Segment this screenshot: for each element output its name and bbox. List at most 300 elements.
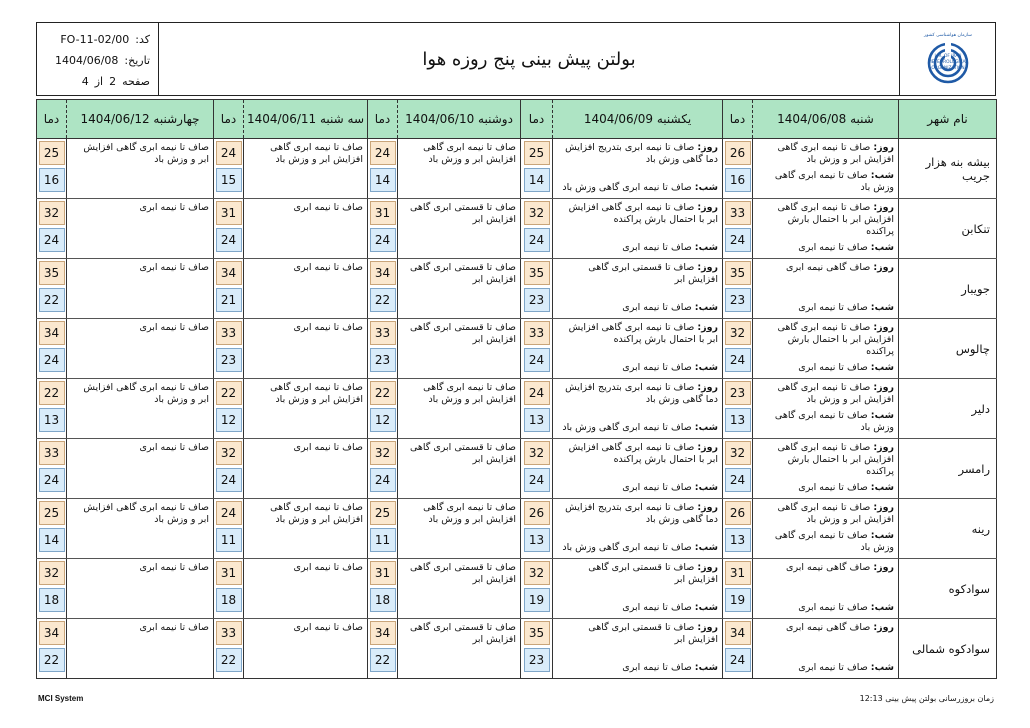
temperature-cell (723, 139, 753, 199)
forecast-description (244, 499, 368, 559)
forecast-description (244, 319, 368, 379)
page-current: 2 (109, 75, 117, 88)
forecast-text: صاف تا نیمه ابری (139, 262, 209, 273)
forecast-description (553, 259, 723, 319)
forecast-description (753, 499, 899, 559)
temperature-cell (214, 619, 244, 679)
day-forecast (757, 142, 894, 166)
night-forecast (557, 602, 718, 614)
logo-text-fa: سازمان هواشناسی کشور (923, 33, 972, 38)
min-temperature: 24 (39, 468, 65, 492)
logo-text-en3: ORGANIZATION (930, 66, 965, 71)
max-temperature: 32 (39, 561, 65, 585)
forecast-description (398, 199, 521, 259)
forecast-description (753, 259, 899, 319)
min-temperature: 14 (39, 528, 65, 552)
night-label: شب: (694, 302, 718, 313)
min-temperature: 24 (725, 648, 751, 672)
max-temperature: 24 (524, 381, 550, 405)
forecast-description (753, 559, 899, 619)
meteorological-organization-logo-icon (903, 27, 993, 91)
forecast-text: صاف تا نیمه ابری (139, 622, 209, 633)
day-label: روز: (697, 442, 718, 453)
max-temperature: 33 (524, 321, 550, 345)
min-temperature: 24 (524, 348, 550, 372)
forecast-description (67, 199, 214, 259)
forecast-text: صاف تا نیمه ابری (293, 442, 363, 453)
day-column-header: یکشنبه 1404/06/09 (553, 100, 723, 139)
max-temperature: 25 (370, 501, 396, 525)
forecast-text: صاف تا نیمه ابری گاهی افزایش ابر و وزش باد (270, 382, 363, 405)
night-forecast (757, 482, 894, 494)
day-forecast (557, 382, 718, 406)
table-row (37, 559, 997, 619)
min-temperature: 22 (39, 648, 65, 672)
forecast-description (244, 379, 368, 439)
night-forecast-text: صاف تا نیمه ابری (622, 302, 692, 313)
min-temperature: 24 (725, 468, 751, 492)
organization-logo (899, 23, 995, 95)
min-temperature: 24 (39, 228, 65, 252)
temp-column-header: دما (521, 100, 553, 139)
temperature-cell (214, 559, 244, 619)
temperature-cell (214, 199, 244, 259)
night-forecast (757, 410, 894, 434)
max-temperature: 34 (216, 261, 242, 285)
day-forecast-text: صاف تا نیمه ابری گاهی افزایش ابر با احتمال بارش پراکنده (777, 322, 894, 357)
temperature-cell (37, 379, 67, 439)
night-forecast-text: صاف تا نیمه ابری (798, 602, 868, 613)
day-column-header: شنبه 1404/06/08 (753, 100, 899, 139)
day-forecast (557, 322, 718, 346)
night-label: شب: (694, 182, 718, 193)
temperature-cell (37, 439, 67, 499)
temperature-cell (368, 499, 398, 559)
day-forecast (557, 562, 718, 586)
day-label: روز: (697, 562, 718, 573)
forecast-description (398, 439, 521, 499)
day-forecast (757, 622, 894, 634)
day-forecast (557, 202, 718, 226)
min-temperature: 22 (370, 288, 396, 312)
forecast-text: صاف تا قسمتی ابری گاهی افزایش ابر (409, 202, 516, 225)
temperature-cell (723, 619, 753, 679)
min-temperature: 24 (725, 348, 751, 372)
day-label: روز: (873, 142, 894, 153)
night-forecast-text: صاف تا نیمه ابری گاهی وزش باد (774, 530, 894, 553)
code-value: FO-11-02/00 (60, 33, 130, 46)
max-temperature: 35 (725, 261, 751, 285)
min-temperature: 24 (370, 228, 396, 252)
table-row (37, 259, 997, 319)
city-name: تنکابن (899, 199, 997, 259)
min-temperature: 24 (370, 468, 396, 492)
forecast-description (398, 559, 521, 619)
forecast-description (67, 139, 214, 199)
min-temperature: 23 (370, 348, 396, 372)
max-temperature: 34 (39, 621, 65, 645)
temperature-cell (368, 559, 398, 619)
day-column-header: چهارشنبه 1404/06/12 (67, 100, 214, 139)
day-label: روز: (697, 502, 718, 513)
temperature-cell (214, 259, 244, 319)
max-temperature: 32 (370, 441, 396, 465)
temperature-cell (521, 379, 553, 439)
temperature-cell (214, 319, 244, 379)
temperature-cell (521, 499, 553, 559)
forecast-description (398, 319, 521, 379)
temp-column-header: دما (214, 100, 244, 139)
night-label: شب: (870, 302, 894, 313)
forecast-description (753, 439, 899, 499)
night-label: شب: (870, 602, 894, 613)
min-temperature: 13 (524, 528, 550, 552)
temperature-cell (521, 319, 553, 379)
day-forecast (757, 322, 894, 358)
day-forecast-text: صاف گاهی نیمه ابری (786, 562, 871, 573)
night-label: شب: (694, 602, 718, 613)
temperature-cell (37, 499, 67, 559)
forecast-description (753, 379, 899, 439)
day-label: روز: (697, 142, 718, 153)
min-temperature: 18 (39, 588, 65, 612)
forecast-description (753, 619, 899, 679)
day-forecast (557, 442, 718, 466)
temperature-cell (521, 439, 553, 499)
night-forecast (557, 482, 718, 494)
forecast-text: صاف تا نیمه ابری گاهی افزایش ابر و وزش باد (83, 142, 209, 165)
night-forecast-text: صاف تا نیمه ابری (622, 362, 692, 373)
temperature-cell (368, 259, 398, 319)
max-temperature: 34 (725, 621, 751, 645)
night-forecast (557, 182, 718, 194)
min-temperature: 24 (524, 228, 550, 252)
city-name: جویبار (899, 259, 997, 319)
max-temperature: 35 (39, 261, 65, 285)
day-forecast (757, 562, 894, 574)
day-forecast-text: صاف تا نیمه ابری بتدریج افزایش دما گاهی وزش باد (565, 382, 718, 405)
max-temperature: 24 (370, 141, 396, 165)
forecast-text: صاف تا نیمه ابری (293, 262, 363, 273)
day-forecast-text: صاف تا نیمه ابری گاهی افزایش ابر با احتمال بارش پراکنده (568, 322, 718, 345)
temperature-cell (368, 619, 398, 679)
forecast-description (553, 619, 723, 679)
night-forecast-text: صاف تا نیمه ابری (798, 482, 868, 493)
min-temperature: 24 (39, 348, 65, 372)
night-label: شب: (694, 662, 718, 673)
day-forecast-text: صاف تا قسمتی ابری گاهی افزایش ابر (588, 622, 718, 645)
forecast-description (67, 439, 214, 499)
temperature-cell (723, 259, 753, 319)
night-forecast (757, 302, 894, 314)
forecast-text: صاف تا نیمه ابری (139, 202, 209, 213)
forecast-description (244, 619, 368, 679)
forecast-description (244, 139, 368, 199)
max-temperature: 22 (39, 381, 65, 405)
max-temperature: 22 (370, 381, 396, 405)
max-temperature: 31 (216, 561, 242, 585)
day-forecast (757, 442, 894, 478)
forecast-text: صاف تا نیمه ابری (139, 442, 209, 453)
max-temperature: 22 (216, 381, 242, 405)
max-temperature: 32 (524, 561, 550, 585)
night-label: شب: (694, 542, 718, 553)
night-forecast-text: صاف تا نیمه ابری (622, 602, 692, 613)
max-temperature: 31 (370, 561, 396, 585)
min-temperature: 18 (370, 588, 396, 612)
day-forecast-text: صاف گاهی نیمه ابری (786, 262, 871, 273)
city-column-header: نام شهر (899, 100, 997, 139)
max-temperature: 32 (39, 201, 65, 225)
day-label: روز: (697, 202, 718, 213)
temp-column-header: دما (37, 100, 67, 139)
night-forecast (757, 242, 894, 254)
temperature-cell (723, 499, 753, 559)
day-label: روز: (873, 202, 894, 213)
date-label: تاریخ: (124, 54, 150, 67)
forecast-description (244, 559, 368, 619)
day-forecast (757, 202, 894, 238)
temperature-cell (723, 319, 753, 379)
day-forecast-text: صاف تا نیمه ابری گاهی افزایش ابر و وزش باد (777, 502, 894, 525)
temperature-cell (368, 199, 398, 259)
min-temperature: 21 (216, 288, 242, 312)
min-temperature: 22 (39, 288, 65, 312)
day-forecast-text: صاف تا نیمه ابری گاهی افزایش ابر و وزش باد (777, 142, 894, 165)
forecast-description (553, 139, 723, 199)
max-temperature: 26 (725, 501, 751, 525)
forecast-text: صاف تا نیمه ابری گاهی افزایش ابر و وزش باد (83, 382, 209, 405)
night-label: شب: (694, 422, 718, 433)
night-label: شب: (870, 242, 894, 253)
day-forecast-text: صاف تا نیمه ابری گاهی افزایش ابر با احتمال بارش پراکنده (777, 202, 894, 237)
temperature-cell (368, 439, 398, 499)
night-forecast (757, 530, 894, 554)
min-temperature: 13 (725, 528, 751, 552)
night-forecast (557, 542, 718, 554)
city-name: سوادکوه (899, 559, 997, 619)
temperature-cell (214, 379, 244, 439)
forecast-description (244, 199, 368, 259)
day-forecast-text: صاف تا نیمه ابری بتدریج افزایش دما گاهی وزش باد (565, 142, 718, 165)
night-forecast-text: صاف تا نیمه ابری (798, 662, 868, 673)
table-row (37, 319, 997, 379)
min-temperature: 16 (39, 168, 65, 192)
night-label: شب: (694, 482, 718, 493)
temperature-cell (37, 619, 67, 679)
night-label: شب: (870, 170, 894, 181)
forecast-description (398, 619, 521, 679)
forecast-description (244, 439, 368, 499)
night-forecast-text: صاف تا نیمه ابری گاهی وزش باد (774, 170, 894, 193)
night-forecast-text: صاف تا نیمه ابری گاهی وزش باد (562, 542, 692, 553)
day-label: روز: (873, 562, 894, 573)
day-label: روز: (697, 622, 718, 633)
min-temperature: 23 (524, 288, 550, 312)
forecast-description (244, 259, 368, 319)
temperature-cell (37, 559, 67, 619)
bulletin-header (36, 22, 996, 96)
city-name: رینه (899, 499, 997, 559)
forecast-text: صاف تا نیمه ابری (293, 562, 363, 573)
city-name: بیشه بنه هزار جریب (899, 139, 997, 199)
forecast-text: صاف تا قسمتی ابری گاهی افزایش ابر (409, 442, 516, 465)
day-forecast-text: صاف تا قسمتی ابری گاهی افزایش ابر (588, 562, 718, 585)
temperature-cell (368, 379, 398, 439)
forecast-text: صاف تا نیمه ابری (293, 322, 363, 333)
max-temperature: 31 (725, 561, 751, 585)
day-forecast-text: صاف تا قسمتی ابری گاهی افزایش ابر (588, 262, 718, 285)
night-label: شب: (870, 530, 894, 541)
max-temperature: 24 (216, 141, 242, 165)
temperature-cell (214, 139, 244, 199)
temperature-cell (214, 439, 244, 499)
min-temperature: 16 (725, 168, 751, 192)
logo-text-en2: METEOROLOGICAL (927, 60, 968, 65)
night-forecast (557, 362, 718, 374)
min-temperature: 24 (216, 468, 242, 492)
night-forecast-text: صاف تا نیمه ابری (622, 662, 692, 673)
forecast-text: صاف تا قسمتی ابری گاهی افزایش ابر (409, 562, 516, 585)
date-value: 1404/06/08 (55, 54, 119, 67)
forecast-table (36, 99, 997, 679)
day-forecast (757, 382, 894, 406)
forecast-description (67, 259, 214, 319)
min-temperature: 23 (524, 648, 550, 672)
max-temperature: 32 (725, 321, 751, 345)
night-forecast-text: صاف تا نیمه ابری گاهی وزش باد (774, 410, 894, 433)
max-temperature: 25 (39, 141, 65, 165)
forecast-description (67, 319, 214, 379)
min-temperature: 24 (524, 468, 550, 492)
night-forecast-text: صاف تا نیمه ابری (798, 302, 868, 313)
night-label: شب: (694, 242, 718, 253)
forecast-description (67, 619, 214, 679)
max-temperature: 35 (524, 621, 550, 645)
max-temperature: 33 (725, 201, 751, 225)
day-forecast-text: صاف گاهی نیمه ابری (786, 622, 871, 633)
night-forecast-text: صاف تا نیمه ابری (622, 242, 692, 253)
forecast-description (753, 199, 899, 259)
temperature-cell (521, 619, 553, 679)
night-label: شب: (870, 482, 894, 493)
temperature-cell (521, 139, 553, 199)
page-of: از (94, 75, 104, 88)
day-forecast-text: صاف تا نیمه ابری گاهی افزایش ابر با احتمال بارش پراکنده (777, 442, 894, 477)
day-forecast (557, 502, 718, 526)
day-forecast-text: صاف تا نیمه ابری گاهی افزایش ابر با احتمال بارش پراکنده (568, 202, 718, 225)
day-forecast (557, 262, 718, 286)
min-temperature: 14 (370, 168, 396, 192)
page-total: 4 (81, 75, 89, 88)
temperature-cell (723, 439, 753, 499)
min-temperature: 14 (524, 168, 550, 192)
max-temperature: 32 (524, 441, 550, 465)
table-header-row (37, 100, 997, 139)
day-label: روز: (873, 262, 894, 273)
night-forecast (557, 242, 718, 254)
night-label: شب: (870, 362, 894, 373)
min-temperature: 23 (725, 288, 751, 312)
forecast-description (553, 319, 723, 379)
day-forecast (757, 262, 894, 274)
night-label: شب: (694, 362, 718, 373)
temperature-cell (521, 199, 553, 259)
update-time-note (860, 694, 994, 703)
night-forecast (557, 302, 718, 314)
night-forecast-text: صاف تا نیمه ابری (798, 242, 868, 253)
forecast-text: صاف تا نیمه ابری گاهی افزایش ابر و وزش باد (83, 502, 209, 525)
city-name: چالوس (899, 319, 997, 379)
forecast-text: صاف تا نیمه ابری (139, 562, 209, 573)
max-temperature: 33 (39, 441, 65, 465)
max-temperature: 32 (725, 441, 751, 465)
max-temperature: 34 (370, 621, 396, 645)
day-forecast (557, 142, 718, 166)
temperature-cell (368, 319, 398, 379)
max-temperature: 26 (524, 501, 550, 525)
min-temperature: 11 (216, 528, 242, 552)
max-temperature: 32 (216, 441, 242, 465)
min-temperature: 22 (216, 648, 242, 672)
temperature-cell (368, 139, 398, 199)
min-temperature: 24 (725, 228, 751, 252)
forecast-text: صاف تا نیمه ابری (293, 622, 363, 633)
system-name: MCI System (38, 694, 84, 703)
night-forecast (757, 362, 894, 374)
temp-column-header: دما (368, 100, 398, 139)
min-temperature: 18 (216, 588, 242, 612)
table-row (37, 139, 997, 199)
forecast-description (67, 499, 214, 559)
max-temperature: 35 (524, 261, 550, 285)
day-column-header: دوشنبه 1404/06/10 (398, 100, 521, 139)
max-temperature: 33 (216, 321, 242, 345)
forecast-text: صاف تا نیمه ابری (139, 322, 209, 333)
temperature-cell (723, 199, 753, 259)
min-temperature: 15 (216, 168, 242, 192)
night-forecast-text: صاف تا نیمه ابری (622, 482, 692, 493)
max-temperature: 26 (725, 141, 751, 165)
day-forecast-text: صاف تا نیمه ابری بتدریج افزایش دما گاهی وزش باد (565, 502, 718, 525)
night-forecast (757, 170, 894, 194)
forecast-text: صاف تا نیمه ابری گاهی افزایش ابر و وزش باد (270, 502, 363, 525)
max-temperature: 33 (216, 621, 242, 645)
max-temperature: 24 (216, 501, 242, 525)
day-label: روز: (873, 502, 894, 513)
forecast-description (753, 319, 899, 379)
city-name: رامسر (899, 439, 997, 499)
night-forecast-text: صاف تا نیمه ابری گاهی وزش باد (562, 182, 692, 193)
min-temperature: 13 (39, 408, 65, 432)
forecast-description (553, 379, 723, 439)
min-temperature: 11 (370, 528, 396, 552)
forecast-description (553, 559, 723, 619)
temperature-cell (521, 559, 553, 619)
forecast-description (398, 379, 521, 439)
page-label: صفحه (122, 75, 150, 88)
city-name: دلیر (899, 379, 997, 439)
temperature-cell (723, 559, 753, 619)
night-forecast-text: صاف تا نیمه ابری (798, 362, 868, 373)
night-forecast (557, 422, 718, 434)
forecast-text: صاف تا قسمتی ابری گاهی افزایش ابر (409, 262, 516, 285)
day-forecast (757, 502, 894, 526)
temperature-cell (214, 499, 244, 559)
temperature-cell (521, 259, 553, 319)
table-row (37, 499, 997, 559)
forecast-description (67, 379, 214, 439)
